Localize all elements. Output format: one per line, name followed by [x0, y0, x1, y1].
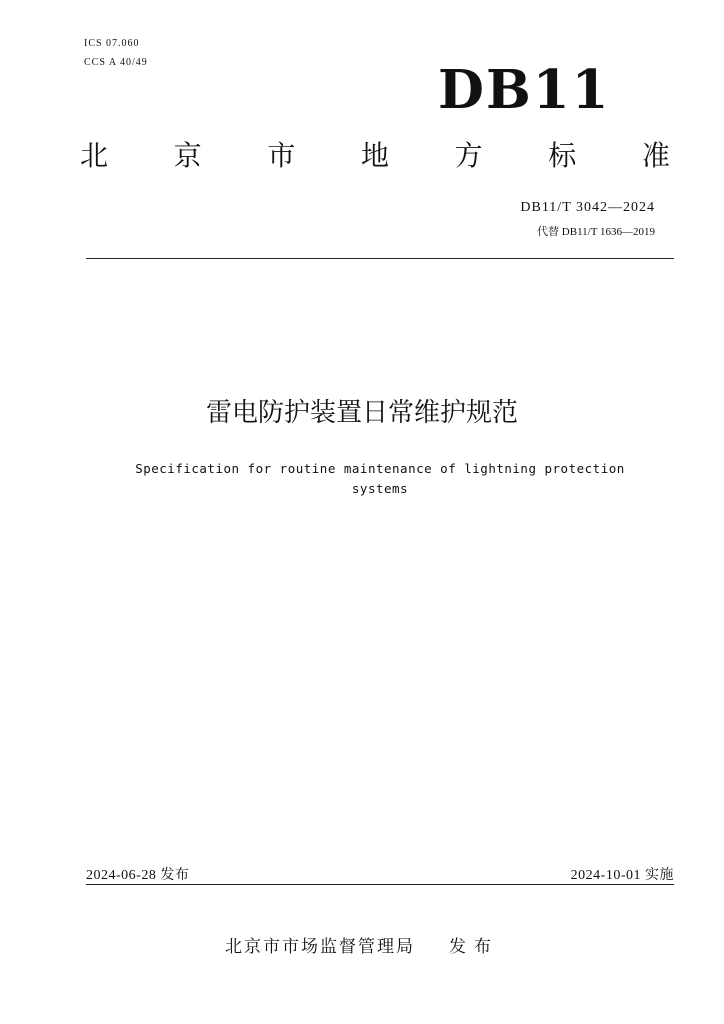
effective-date: 2024-10-01: [570, 868, 641, 883]
publisher-line: [0, 932, 724, 957]
ccs-code: CCS A 40/49: [84, 57, 148, 68]
category-char: 标: [548, 139, 577, 172]
standard-number: DB11/T 3042—2024: [520, 200, 655, 215]
document-title: 雷电防护装置日常维护规范: [205, 398, 518, 428]
standard-mark: DB11: [438, 59, 611, 121]
effective-label: 实施: [645, 867, 674, 883]
category-char: 地: [360, 139, 389, 172]
publisher-name: 北京市市场监督管理局: [225, 937, 415, 957]
category-char: 北: [80, 139, 109, 172]
replaces-number: DB11/T 1636—2019: [561, 226, 655, 238]
ics-code: ICS 07.060: [84, 38, 140, 49]
category-char: 京: [173, 139, 202, 172]
footer-divider: [86, 884, 674, 885]
category-char: 市: [267, 139, 296, 172]
issue-date-line: [86, 864, 189, 884]
replaces-label: 代替: [537, 225, 560, 238]
header-divider: [86, 258, 674, 259]
document-title-english: Specification for routine maintenance of lightning protection systems: [135, 461, 625, 496]
publisher-action: 发布: [449, 937, 499, 957]
category-char: 方: [454, 139, 483, 172]
standard-category-title: [80, 136, 670, 176]
category-char: 准: [641, 139, 670, 172]
issue-date: 2024-06-28: [86, 868, 157, 883]
issue-label: 发布: [160, 867, 190, 883]
effective-date-line: [571, 864, 674, 884]
replaces-note: [537, 223, 655, 239]
